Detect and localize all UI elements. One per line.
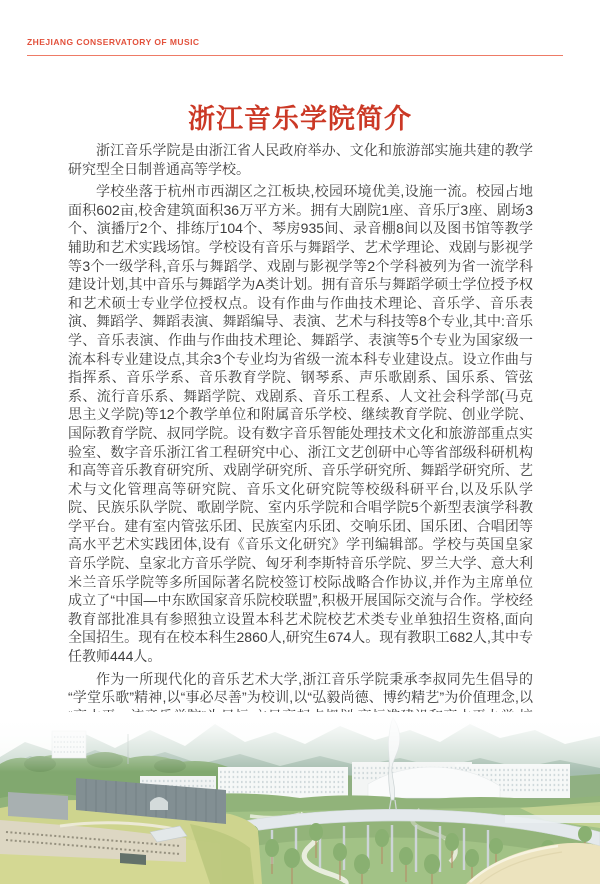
intro-paragraph-1: 浙江音乐学院是由浙江省人民政府举办、文化和旅游部实施共建的教学研究型全日制普通高等学校。	[68, 142, 533, 177]
brand-wordmark: ZHEJIANG CONSERVATORY OF MUSIC	[27, 37, 200, 47]
campus-photo	[0, 712, 600, 884]
intro-paragraph-3: 作为一所现代化的音乐艺术大学,浙江音乐学院秉承李叔同先生倡导的“学堂乐歌”精神,以“事必尽善”为校训,以“弘毅尚德、博约精艺”为价值理念,以	[68, 670, 533, 706]
campus-photo-illustration	[0, 712, 600, 884]
page-title: 浙江音乐学院简介	[188, 104, 412, 135]
intro-paragraph-2: 学校坐落于杭州市西湖区之江板块,校园环境优美,设施一流。校园占地面积602亩,校舍建筑面积36万平方米。拥有大剧院1座、音乐厅3座、剧场3个、演播厅2个、排练厅104个、琴房935间、录音棚8间以及图书馆等教学辅助和艺术实践场馆。学校设有音乐与舞蹈学、艺术学理论、戏剧与影视学等3个一级学科,音乐与舞蹈学、戏剧与影视学等2个学科被列为省一流学科建设计划,其中音乐与舞蹈学为A类计划。拥有音乐与舞蹈学硕士学位授予权和艺术硕士专业学位授权点。设有作曲与作曲技术理论、音乐学、音乐表演、舞蹈学、舞蹈表演、舞蹈编导、表演、艺术与科技等8个专业,其中:音乐学、音乐表演、作曲与作曲技术理论、舞蹈学、表演等5个专业为国家级一流本科专业建设点,其余3个专业均为省级一流本科专业建设点。设立作曲与指挥系、音乐学系、音乐教育学院、钢琴系、声乐歌剧系、国乐系、管弦系、流行音乐系、舞蹈学院、戏剧系、音乐工程系、人文社会科学部(马克思主义学院)等12个教学单位和附属音乐学校、继续教育学院、创业学院、国际教育学院、叔同学院。设有数字音乐智能处理技术文化和旅游部重点实验室、数字音乐浙江省工程研究中心、浙江文艺创研中心等省部级科研机构和高等音乐教育研究所、戏剧学研究所、音乐学研究所、舞蹈学研究所、艺术与文化管理高等研究院、音乐文化研究院等校级科研平台,以及乐队学院、民族乐队学院、歌剧学院、室内乐学院和合唱学院5个新型表演学科教学平台。建有室内管弦乐团、民族室内乐团、交响乐团、国乐团、合唱团等高水平艺术实践团体,设有《音乐文化研究》学刊编辑部。学校与英国皇家音乐学院、皇家北方音乐学院、匈牙利李斯特音乐学院、罗兰大学、意大利米兰音乐学院等多所国际著名院校签订校际战略合作协议,并作为主席单位成立了“中国—中东欧国家音乐院校联盟”,积极开展国际交流与合作。学校经教育部批准具有参照独立设置本科艺术院校艺术类专业单独招生资格,面向全国招生。现有在校本科生2860人,研究生674人。现有教职工682人,其中专任教师444人。	[68, 183, 533, 665]
header-divider	[27, 55, 563, 56]
intro-article	[68, 141, 533, 767]
